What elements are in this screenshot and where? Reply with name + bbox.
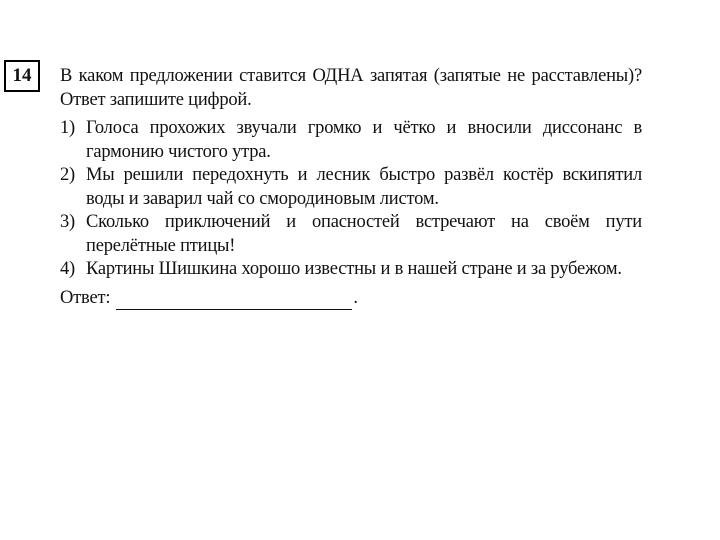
option-3 bbox=[60, 211, 642, 258]
option-number: 1) bbox=[60, 118, 76, 138]
option-text: Мы решили передохнуть и лесник быстро развёл костёр вскипятил воды и заварил чай со смородиновым листом. bbox=[86, 165, 642, 209]
option-number: 2) bbox=[60, 165, 76, 185]
option-text: Картины Шишкина хорошо известны и в нашей стране и за рубежом. bbox=[86, 259, 622, 279]
answer-line bbox=[60, 287, 642, 311]
task-number: 14 bbox=[12, 65, 32, 86]
option-number: 4) bbox=[60, 259, 76, 279]
task-content bbox=[60, 65, 642, 310]
task-number-box bbox=[4, 60, 40, 92]
option-text: Сколько приключений и опасностей встречают на своём пути перелётные птицы! bbox=[86, 212, 642, 256]
answer-trailing-period: . bbox=[353, 287, 358, 308]
option-1 bbox=[60, 117, 642, 164]
answer-label: Ответ: bbox=[60, 287, 111, 308]
option-text: Голоса прохожих звучали громко и чётко и вносили диссонанс в гармонию чистого утра. bbox=[86, 118, 642, 162]
question-text: В каком предложении ставится ОДНА запятая (запятые не расставлены)? Ответ запишите цифрой. bbox=[60, 66, 642, 110]
option-number: 3) bbox=[60, 212, 76, 232]
option-2 bbox=[60, 164, 642, 211]
option-4 bbox=[60, 258, 642, 282]
answer-field[interactable] bbox=[116, 292, 352, 310]
options-list bbox=[60, 117, 642, 282]
